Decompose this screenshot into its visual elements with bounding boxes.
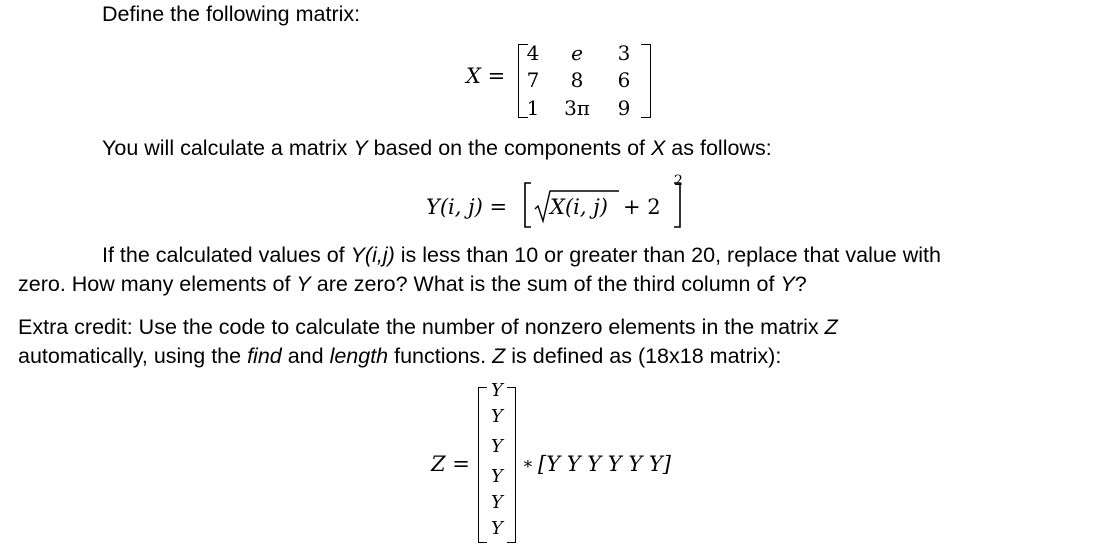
formula-z-column-cell: Y xyxy=(491,436,503,457)
condition-text: zero. How many elements of xyxy=(18,272,297,296)
formula-y-radicand: X(i, j) xyxy=(550,195,608,219)
matrix-x-cell: 9 xyxy=(617,96,631,120)
condition-text: are zero? What is the sum of the third column of xyxy=(310,272,781,296)
calc-description xyxy=(102,134,772,163)
intro-text: Define the following matrix: xyxy=(102,2,361,26)
extra-credit-var: Z xyxy=(492,344,506,368)
formula-z-column-cell: Y xyxy=(491,380,503,401)
formula-y-exponent: 2 xyxy=(674,173,683,189)
condition-text: is less than 10 or greater than 20, replace that value with xyxy=(394,243,941,267)
calc-var-y: Y xyxy=(353,136,368,160)
matrix-x-cell: 8 xyxy=(570,68,584,92)
formula-z-column-cell: Y xyxy=(491,518,503,539)
matrix-x-cell: e xyxy=(571,41,583,65)
extra-credit-text: is defined as (18x18 matrix): xyxy=(505,344,782,368)
formula-z-lhs: Z = xyxy=(431,452,470,476)
matrix-x-cell: 3π xyxy=(564,96,590,120)
condition-var: Y(i,j) xyxy=(350,243,395,267)
condition-line-2 xyxy=(18,270,807,299)
calc-suffix: as follows: xyxy=(665,136,772,160)
extra-credit-line-1 xyxy=(18,313,838,342)
extra-credit-text: functions. xyxy=(388,344,493,368)
matrix-x-lhs: X = xyxy=(466,64,506,88)
calc-prefix: You will calculate a matrix xyxy=(102,136,354,160)
condition-line-1 xyxy=(102,241,941,270)
function-find: find xyxy=(247,344,282,368)
extra-credit-text: automatically, using the xyxy=(18,344,248,368)
condition-text: If the calculated values of xyxy=(102,243,351,267)
condition-var: Y xyxy=(780,272,795,296)
extra-credit-line-2 xyxy=(18,342,781,371)
calc-var-x: X xyxy=(650,136,666,160)
formula-z-times: ∗ xyxy=(522,454,534,474)
matrix-x-cell: 6 xyxy=(617,68,631,92)
matrix-x-cell: 1 xyxy=(526,96,540,120)
formula-z-row-vector: [Y Y Y Y Y Y] xyxy=(538,452,671,476)
extra-credit-text: and xyxy=(281,344,330,368)
function-length: length xyxy=(329,344,389,368)
formula-y-plus-two: + 2 xyxy=(623,195,661,219)
formula-y-lhs: Y(i, j) = xyxy=(426,195,508,219)
matrix-x-cell: 3 xyxy=(617,41,631,65)
extra-credit-var: Z xyxy=(824,315,838,339)
condition-text: ? xyxy=(794,272,807,296)
condition-var: Y xyxy=(296,272,311,296)
calc-middle: based on the components of xyxy=(367,136,651,160)
matrix-x-cell: 4 xyxy=(526,41,540,65)
formula-z-column-cell: Y xyxy=(491,492,503,513)
extra-credit-text: Extra credit: Use the code to calculate the number of nonzero elements in the matrix xyxy=(18,315,825,339)
matrix-x-cell: 7 xyxy=(526,68,540,92)
formula-z-column-cell: Y xyxy=(491,466,503,487)
right-bracket xyxy=(641,44,651,118)
formula-z-column-cell: Y xyxy=(491,406,503,427)
